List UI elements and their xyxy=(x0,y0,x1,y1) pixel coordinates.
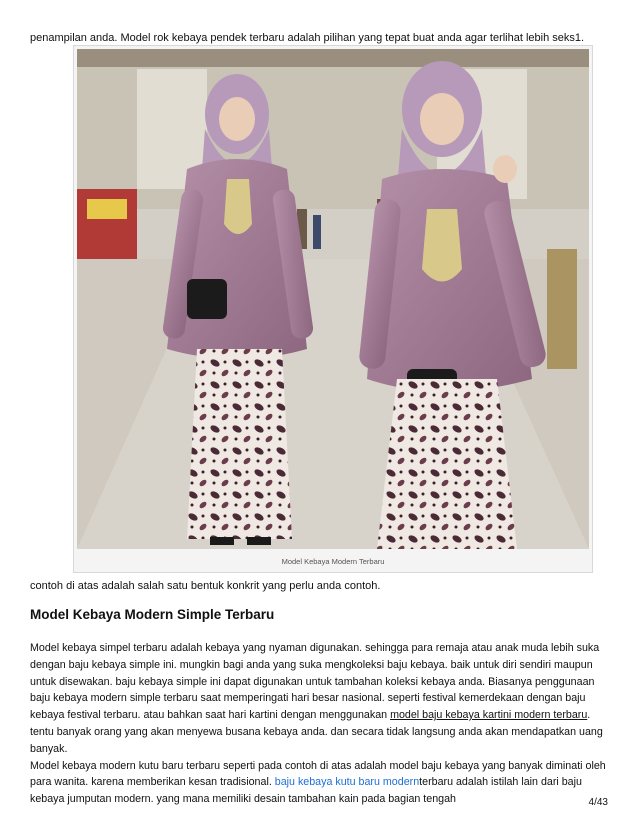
section-heading: Model Kebaya Modern Simple Terbaru xyxy=(30,607,275,622)
paragraph-1-text-a: Model kebaya simpel terbaru adalah kebaya yang nyaman digunakan. sehingga para remaja atau anak muda lebih suka dengan baju kebaya simple ini. mungkin bagi anda yang suka mengkoleksi baju kebaya. baik untuk diri sendiri maupun untuk disewakan. baju kebaya simple ini dapat digunakan untuk tambahan koleksi kebaya anda. Biasanya penggunaan baju kebaya modern simple terbaru saat memperingati hari besar nasional. seperti festival kemerdekaan dengan baju kebaya festival terbaru. atau bahkan saat hari kartini dengan menggunakan xyxy=(30,642,600,722)
top-paragraph-line: penampilan anda. Model rok kebaya pendek terbaru adalah pilihan yang tepat buat anda agar terlihat lebih seks1. xyxy=(30,32,585,44)
paragraph-2-text-b: terbaru adalah istilah lain dari baju kebaya jumputan modern. yang mana memiliki desain tambahan kain pada bagian tengah xyxy=(30,776,582,806)
page-number: 4/43 xyxy=(588,797,608,808)
paragraph-2-text-a: Model kebaya modern kutu baru terbaru seperti pada contoh di atas adalah model baju kebaya yang banyak diminati oleh para wanita. karena memberikan kesan tradisional. xyxy=(30,759,606,789)
figure-caption: Model Kebaya Modern Terbaru xyxy=(281,557,385,566)
paragraph-1 xyxy=(30,640,612,758)
link-kebaya-kutu-baru[interactable]: baju kebaya kutu baru modern xyxy=(274,776,420,789)
section-body xyxy=(30,640,612,808)
kebaya-photo xyxy=(77,49,589,549)
caption-followup-text: contoh di atas adalah salah satu bentuk konkrit yang perlu anda contoh. xyxy=(30,580,381,592)
link-kebaya-kartini[interactable]: model baju kebaya kartini modern terbaru xyxy=(390,709,588,722)
paragraph-1-text-b: . tentu banyak orang yang akan menyewa busana kebaya anda. dan secara tidak langsung anda akan mendapatkan uang banyak. xyxy=(30,709,603,755)
paragraph-2 xyxy=(30,758,612,808)
figure xyxy=(73,45,593,573)
